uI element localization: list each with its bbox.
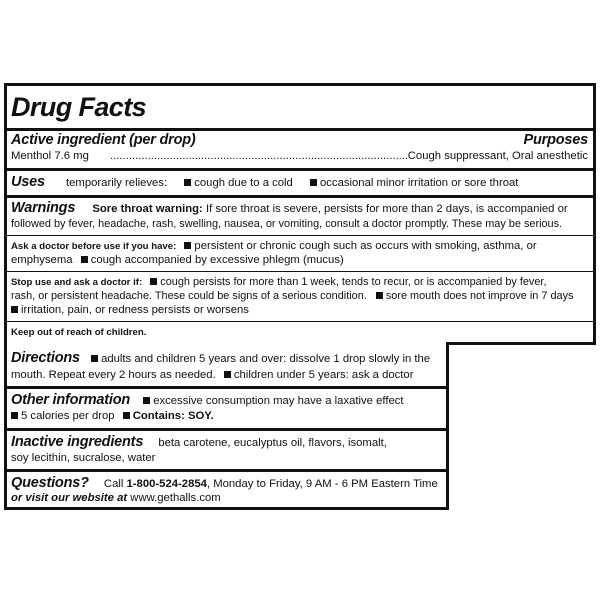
ask-doctor-item: cough accompanied by excessive phlegm (mucus) <box>90 254 344 266</box>
sore-throat-text: If sore throat is severe, persists for more than 2 days, is accompanied or <box>205 203 568 215</box>
bullet-icon <box>11 306 18 313</box>
stop-use-text: rash, or persistent headache. These could be signs of a serious condition. <box>11 290 367 302</box>
questions-hours: , Monday to Friday, 9 AM - 6 PM Eastern Time <box>206 478 438 490</box>
directions-line-1 <box>11 350 430 367</box>
directions-line-2 <box>11 369 413 383</box>
active-ingredient-heading: Active ingredient (per drop) <box>11 132 196 148</box>
divider <box>7 195 593 198</box>
divider <box>7 235 593 236</box>
directions-item: adults and children 5 years and over: dissolve 1 drop slowly in the <box>101 353 431 365</box>
divider <box>7 469 446 472</box>
other-info-line-2 <box>11 410 214 424</box>
uses-heading: Uses <box>11 174 45 190</box>
inactive-line-1 <box>11 433 387 452</box>
bullet-icon <box>184 242 191 249</box>
contains-soy: Contains: SOY. <box>132 410 214 422</box>
stop-use-item: cough persists for more than 1 week, tends to recur, or is accompanied by fever, <box>160 276 547 288</box>
other-info-item: 5 calories per drop <box>21 410 115 422</box>
frame-step-rule <box>446 342 596 345</box>
uses-item: occasional minor irritation or sore throat <box>320 177 519 189</box>
inactive-heading: Inactive ingredients <box>11 434 144 450</box>
divider <box>7 168 593 171</box>
divider <box>7 428 446 431</box>
bullet-icon <box>150 278 157 285</box>
stop-use-line-3 <box>11 304 249 318</box>
uses-section <box>11 173 518 192</box>
warnings-sore-throat <box>11 200 568 217</box>
sore-throat-text-2: followed by fever, headache, rash, swelling, nausea, or vomiting, consult a doctor promptly. These may be serious. <box>11 218 563 230</box>
ask-doctor-label: Ask a doctor before use if you have: <box>11 241 177 252</box>
questions-call: Call <box>103 478 124 490</box>
website-label: or visit our website at <box>11 492 128 504</box>
ask-doctor-item: persistent or chronic cough such as occurs with smoking, asthma, or <box>194 240 537 252</box>
divider <box>7 271 593 272</box>
active-ingredient-value: Menthol 7.6 mg <box>11 150 89 162</box>
bullet-icon <box>376 292 383 299</box>
inactive-list: beta carotene, eucalyptus oil, flavors, isomalt, <box>158 437 387 449</box>
ask-doctor-text: emphysema <box>11 254 73 266</box>
questions-line-1 <box>11 474 438 493</box>
stop-use-item: irritation, pain, or redness persists or worsens <box>21 304 249 316</box>
ask-doctor-line-2 <box>11 254 344 268</box>
bullet-icon <box>143 397 150 404</box>
divider <box>7 386 446 389</box>
directions-text: mouth. Repeat every 2 hours as needed. <box>11 369 216 381</box>
leader-dots: ............................................................................................... <box>110 150 409 162</box>
stop-use-line-2 <box>11 290 573 304</box>
bullet-icon <box>310 179 317 186</box>
divider <box>7 321 593 322</box>
website-link[interactable]: www.gethalls.com <box>130 492 221 504</box>
bullet-icon <box>81 256 88 263</box>
other-info-item: excessive consumption may have a laxative effect <box>153 395 404 407</box>
directions-heading: Directions <box>11 350 80 366</box>
keep-out-of-reach: Keep out of reach of children. <box>11 327 147 338</box>
inactive-line-2: soy lecithin, sucralose, water <box>11 452 156 464</box>
questions-line-2 <box>11 492 221 506</box>
sore-throat-label: Sore throat warning: <box>92 203 203 215</box>
uses-intro: temporarily relieves: <box>66 177 168 189</box>
ask-doctor-line <box>11 240 537 254</box>
purpose-value: Cough suppressant, Oral anesthetic <box>407 150 588 162</box>
directions-item: children under 5 years: ask a doctor <box>233 369 414 381</box>
bullet-icon <box>123 412 130 419</box>
other-info-heading: Other information <box>11 392 131 408</box>
bullet-icon <box>184 179 191 186</box>
uses-item: cough due to a cold <box>194 177 293 189</box>
stop-use-line <box>11 276 547 290</box>
questions-heading: Questions? <box>11 475 89 491</box>
purposes-heading: Purposes <box>523 132 588 148</box>
bullet-icon <box>224 371 231 378</box>
warnings-heading: Warnings <box>11 200 76 216</box>
phone-number: 1-800-524-2854 <box>126 478 207 490</box>
bullet-icon <box>11 412 18 419</box>
divider <box>7 128 593 131</box>
page-title: Drug Facts <box>11 92 147 122</box>
stop-use-label: Stop use and ask a doctor if: <box>11 277 143 288</box>
other-info-line-1 <box>11 391 404 410</box>
stop-use-item: sore mouth does not improve in 7 days <box>385 290 574 302</box>
bullet-icon <box>91 355 98 362</box>
